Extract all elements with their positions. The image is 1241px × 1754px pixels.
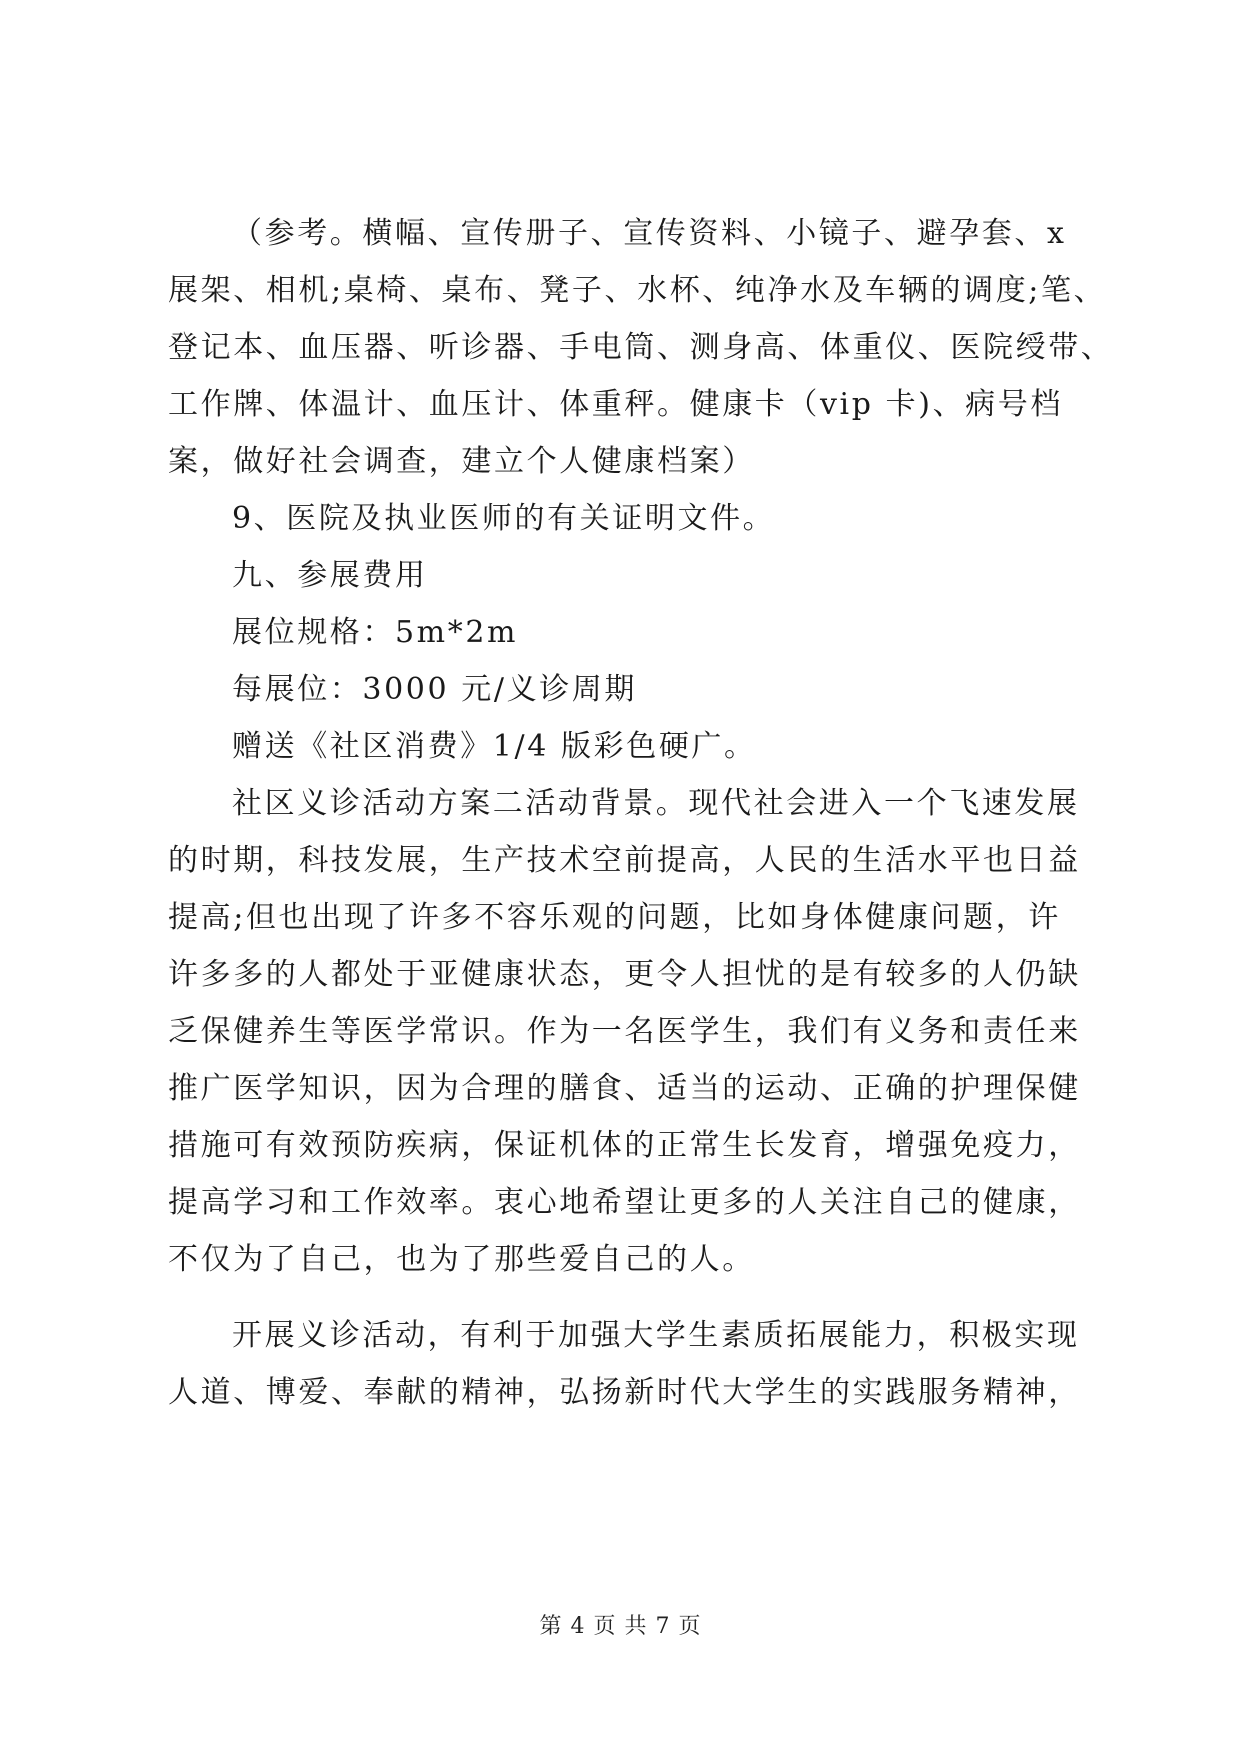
text-line: 赠送《社区消费》1/4 版彩色硬广。 bbox=[232, 729, 757, 764]
text-line: 人道、博爱、奉献的精神，弘扬新时代大学生的实践服务精神， bbox=[168, 1375, 1081, 1410]
text-line: 提高学习和工作效率。衷心地希望让更多的人关注自己的健康， bbox=[168, 1185, 1081, 1220]
text-line: 工作牌、体温计、血压计、体重秤。健康卡（vip 卡)、病号档 bbox=[168, 387, 1063, 422]
text-line: 每展位：3000 元/义诊周期 bbox=[232, 672, 637, 707]
section-heading: 九、参展费用 bbox=[232, 558, 428, 593]
text-line: 9、医院及执业医师的有关证明文件。 bbox=[232, 501, 776, 536]
text-line: 提高;但也出现了许多不容乐观的问题，比如身体健康问题，许 bbox=[168, 900, 1061, 935]
text-line: 展架、相机;桌椅、桌布、凳子、水杯、纯净水及车辆的调度;笔、 bbox=[168, 273, 1107, 308]
text-line: 不仅为了自己，也为了那些爱自己的人。 bbox=[168, 1242, 755, 1277]
text-line: 案，做好社会调查，建立个人健康档案） bbox=[168, 444, 755, 479]
text-line: 的时期，科技发展，生产技术空前提高，人民的生活水平也日益 bbox=[168, 843, 1081, 878]
text-line: 推广医学知识，因为合理的膳食、适当的运动、正确的护理保健 bbox=[168, 1071, 1081, 1106]
text-line: （参考。横幅、宣传册子、宣传资料、小镜子、避孕套、x bbox=[232, 216, 1067, 251]
text-line: 社区义诊活动方案二活动背景。现代社会进入一个飞速发展 bbox=[232, 786, 1080, 821]
text-line: 展位规格：5m*2m bbox=[232, 615, 519, 650]
text-line: 措施可有效预防疾病，保证机体的正常生长发育，增强免疫力， bbox=[168, 1128, 1081, 1163]
text-line: 开展义诊活动，有利于加强大学生素质拓展能力，积极实现 bbox=[232, 1318, 1080, 1353]
text-line: 许多多的人都处于亚健康状态，更令人担忧的是有较多的人仍缺 bbox=[168, 957, 1081, 992]
text-line: 登记本、血压器、听诊器、手电筒、测身高、体重仪、医院绶带、 bbox=[168, 330, 1114, 365]
page-number: 第 4 页 共 7 页 bbox=[539, 1614, 702, 1639]
text-line: 乏保健养生等医学常识。作为一名医学生，我们有义务和责任来 bbox=[168, 1014, 1081, 1049]
